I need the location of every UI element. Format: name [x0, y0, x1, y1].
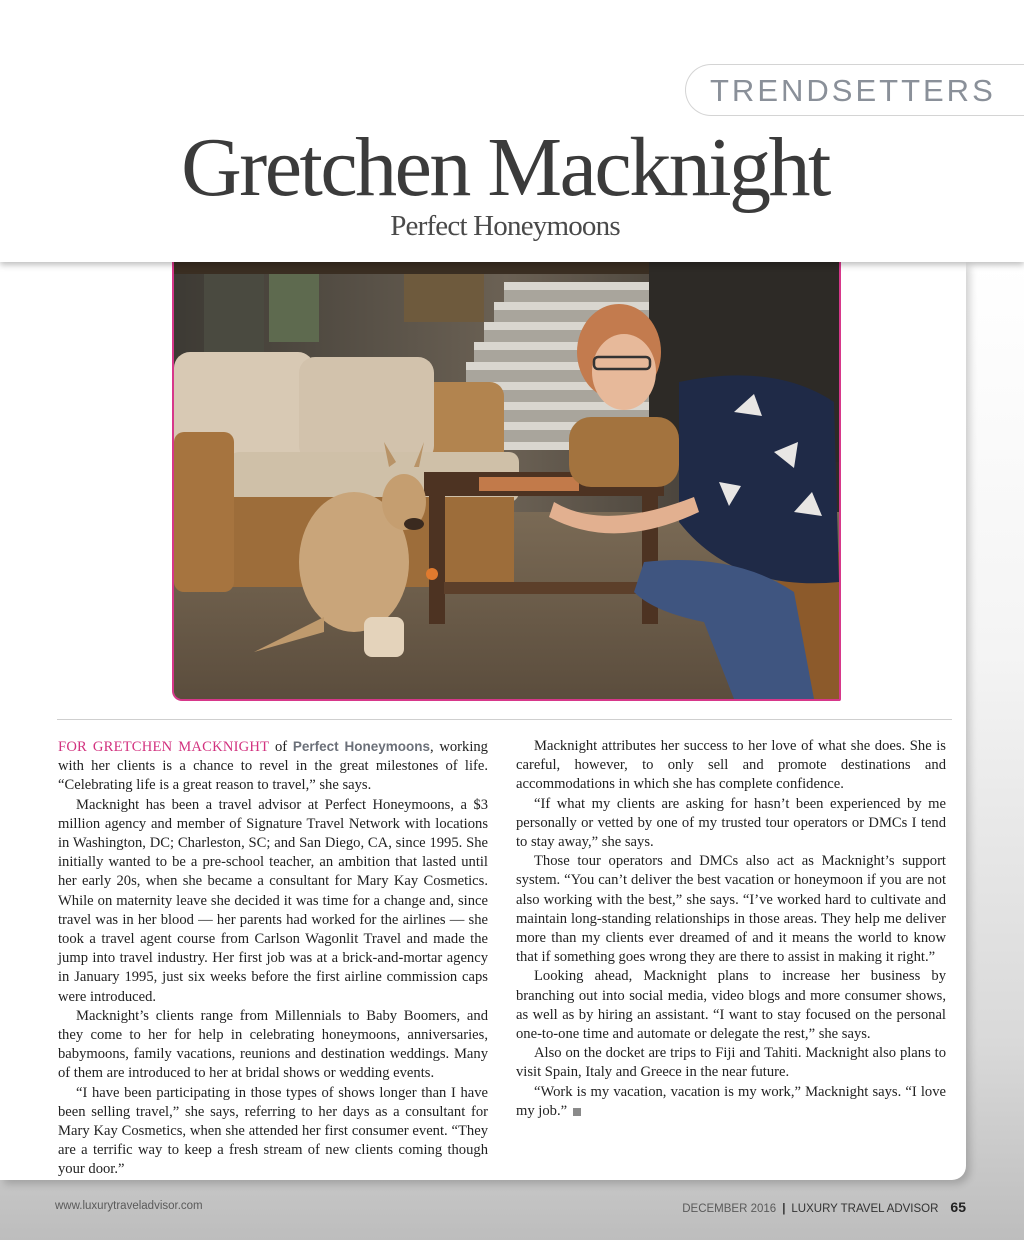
- paragraph: Looking ahead, Macknight plans to increase her business by branching out into social media, video blogs and more consumer shows, as well as by hiring an assistant. “I want to stay focused on the personal one-to-one time and automate or delegate the rest,” she says.: [516, 968, 946, 1043]
- footer-right: [682, 1199, 966, 1215]
- article-column-left: [58, 737, 488, 1180]
- lead-company: Perfect Honeymoons: [292, 739, 430, 754]
- paragraph: Those tour operators and DMCs also act as Macknight’s support system. “You can’t deliver the best vacation or honeymoon if you are not also working with the best,” she says. “I’ve worked hard to cultivate and maintain long-standing relationships in those areas. They help me deliver more than my clients ever dreamed of and it means the world to know that if something goes wrong they are there to assist in making it right.”: [516, 853, 946, 966]
- kangaroo-photo: [172, 262, 841, 701]
- final-text: “Work is my vacation, vacation is my work,” Macknight says. “I love my job.”: [516, 1083, 946, 1119]
- footer-url[interactable]: www.luxurytraveladvisor.com: [55, 1200, 203, 1212]
- paragraph: “If what my clients are asking for hasn’t been experienced by me personally or vetted by one of my trusted tour operators or DMCs I tend to stay away,” she says.: [516, 795, 946, 851]
- paragraph: Macknight’s clients range from Millennials to Baby Boomers, and they come to her for help in celebrating honeymoons, anniversaries, babymoons, family vacations, reunions and destination weddings. Many of them are introduced to her at bridal shows or wedding events.: [58, 1007, 488, 1082]
- lead-paragraph: [58, 737, 488, 796]
- headline: Gretchen Macknight: [181, 121, 829, 214]
- photo-illustration: [174, 262, 839, 699]
- lead-rest: , working with her clients is a chance to revel in the great milestones of life. “Celebrating life is a great reason to travel,” she says.: [58, 739, 488, 794]
- section-label: TRENDSETTERS: [710, 73, 996, 108]
- article-column-right: [516, 737, 946, 1121]
- footer-magazine: LUXURY TRAVEL ADVISOR: [791, 1203, 939, 1215]
- end-mark-icon: [573, 1108, 581, 1116]
- lead-caps: FOR GRETCHEN MACKNIGHT: [58, 739, 270, 755]
- header: [0, 0, 1024, 262]
- subhead: Perfect Honeymoons: [390, 210, 620, 242]
- footer-date: DECEMBER 2016: [682, 1203, 777, 1215]
- paragraph: “I have been participating in those types of shows longer than I have been selling travel,” she says, referring to her days as a consultant for Mary Kay Cosmetics, when she attended her first consumer event. “They are a terrific way to keep a fresh stream of new clients coming though your door.”: [58, 1084, 488, 1178]
- lead-of: of: [269, 739, 293, 755]
- divider-rule: [57, 719, 952, 720]
- paragraph: Also on the docket are trips to Fiji and Tahiti. Macknight also plans to visit Spain, Italy and Greece in the near future.: [516, 1045, 946, 1081]
- page-number: 65: [950, 1199, 966, 1215]
- footer-separator: |: [782, 1203, 786, 1215]
- final-paragraph: [516, 1083, 946, 1121]
- paragraph: Macknight attributes her success to her love of what she does. She is careful, however, to only sell and promote destinations and accommodations in which she has complete confidence.: [516, 738, 946, 793]
- footer: [0, 1190, 1024, 1226]
- section-tab: [685, 64, 1024, 116]
- paragraph: Macknight has been a travel advisor at Perfect Honeymoons, a $3 million agency and member of Signature Travel Network with locations in Washington, DC; Charleston, SC; and San Diego, CA, since 1995. She initially wanted to be a pre-school teacher, an ambition that lasted until her early 20s, when she became a consultant for Mary Kay Cosmetics. While on maternity leave she decided it was time for a change and, since travel was in her blood — her parents had worked for the airlines — she took a travel agent course from Carlson Wagonlit Travel and made the jump into travel industry. Her first job was at a brick-and-mortar agency in January 1995, just six weeks before the first airline commission caps were introduced.: [58, 796, 488, 1005]
